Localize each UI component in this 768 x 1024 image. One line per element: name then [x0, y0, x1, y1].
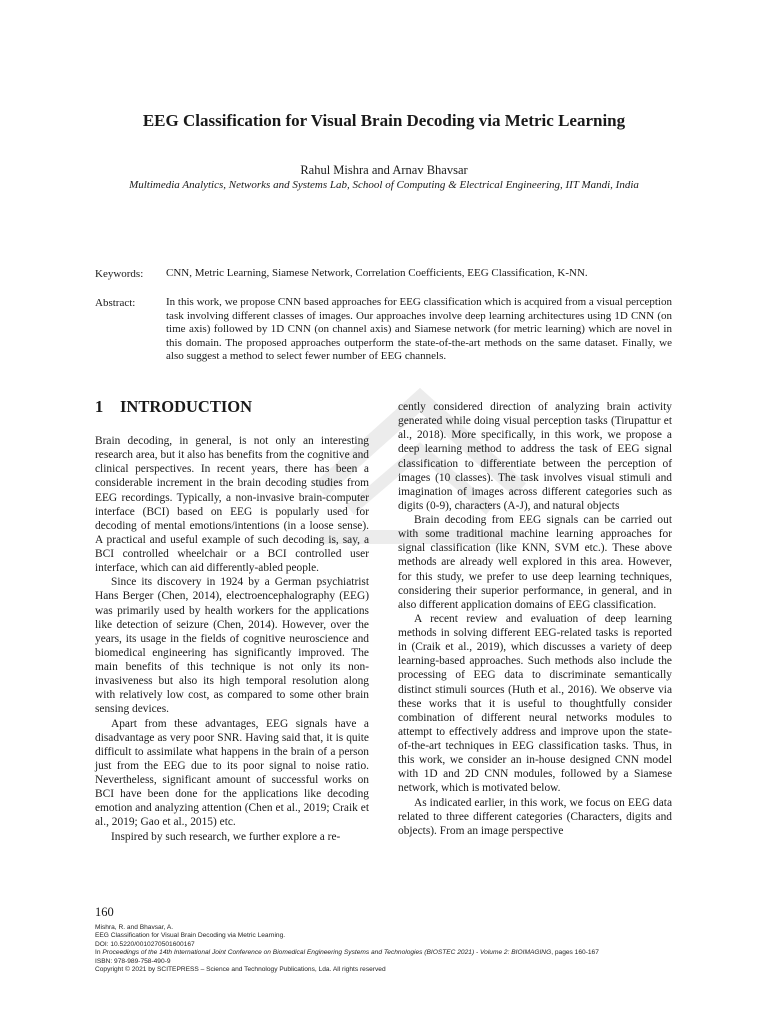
left-column	[95, 434, 369, 844]
section-heading	[95, 396, 252, 418]
paper-title: EEG Classification for Visual Brain Decoding via Metric Learning	[142, 111, 626, 130]
citation-footer	[95, 924, 675, 974]
abstract-text: In this work, we propose CNN based approaches for EEG classification which is acquired from a visual perception task involving different classes of images. Our approaches involve deep learning architectures using 1D CNN (on time axis) followed by 1D CNN (on channel axis) and Siamese network (for metric learning) which are novel in this domain. The proposed approaches outperform the state-of-the-art methods on the same dataset. Finally, we also suggest a method to select fewer number of EEG channels.	[166, 296, 672, 363]
section-number: 1	[95, 397, 104, 416]
paragraph: cently considered direction of analyzing brain activity generated while doing visual perception tasks (Tirupattur et al., 2018). More specifically, in this work, we propose a deep learning method to address the task of EEG signal classification to differentiate between the perception of images (10 classes). The task involves visual stimuli and imagination of images across different categories such as digits (0-9), characters (A-J), and natural objects	[398, 401, 672, 512]
paragraph: As indicated earlier, in this work, we focus on EEG data related to three different categories (Characters, digits and objects). From an image perspective	[398, 796, 672, 837]
paper-authors: Rahul Mishra and Arnav Bhavsar	[300, 163, 468, 177]
citation-proceedings	[95, 949, 675, 957]
paragraph: Brain decoding from EEG signals can be carried out with some traditional machine learning approaches for signal classification (like KNN, SVM etc.). These above methods are already well explored in this area. However, for this study, we prefer to use deep learning techniques, considering their superior performance, in general, and in also different application domains of EEG classification.	[398, 514, 672, 611]
citation-title: EEG Classification for Visual Brain Decoding via Metric Learning.	[95, 932, 286, 940]
citation-isbn: ISBN: 978-989-758-490-9	[95, 957, 171, 965]
keywords-text: CNN, Metric Learning, Siamese Network, Correlation Coefficients, EEG Classification, K-NN.	[166, 267, 588, 279]
citation-copyright: Copyright © 2021 by SCITEPRESS – Science and Technology Publications, Lda. All rights reserved	[95, 966, 386, 974]
page-number: 160	[95, 905, 114, 919]
abstract-label: Abstract:	[95, 297, 136, 309]
paragraph: Brain decoding, in general, is not only an interesting research area, but it also has benefits from the cognitive and clinical perspectives. In recent years, there has been a considerable increment in the brain decoding studies from EEG recordings. Typically, a non-invasive brain-computer interface (BCI) based on EEG is popularly used for decoding of mental emotions/intentions (in a loose sense). A practical and useful example of such decoding is, say, a BCI controlled wheelchair or a BCI controlled user interface, which can aid differently-abled people.	[95, 435, 369, 575]
paper-affiliation: Multimedia Analytics, Networks and Systems Lab, School of Computing & Electrical Engineering, IIT Mandi, India	[129, 179, 639, 191]
citation-doi: DOI: 10.5220/0010270501600167	[95, 940, 195, 948]
proceedings-prefix: In	[95, 949, 103, 957]
keywords-label: Keywords:	[95, 268, 144, 280]
proceedings-pages: , pages 160-167	[551, 949, 599, 957]
paragraph: Inspired by such research, we further explore a re-	[111, 830, 341, 843]
paragraph: A recent review and evaluation of deep learning methods in solving different EEG-related tasks is reported in (Craik et al., 2019), which discusses a variety of deep learning-based approaches. Such methods also include the processing of EEG data to discriminate semantically distinct stimuli sources (Huth et al., 2016). We observe via these works that it is useful to thoughtfully consider combination of different neural networks modules to attempt to effectively address and improve upon the state-of-the-art techniques in EEG classification tasks. Thus, in this work, we consider an in-house designed CNN model with 1D and 2D CNN modules, followed by a Siamese network, which is motivated below.	[398, 612, 672, 795]
paragraph: Since its discovery in 1924 by a German psychiatrist Hans Berger (Chen, 2014), electroencephalography (EEG) was primarily used by health workers for the applications like detection of seizure (Chen, 2014). However, over the years, its usage in the fields of cognitive neuroscience and biomedical engineering has significantly improved. The main benefits of this technique is not only its non-invasiveness but also its high temporal resolution along with relatively low cost, as compared to some other brain sensing devices.	[95, 576, 369, 716]
paragraph: Apart from these advantages, EEG signals have a disadvantage as very poor SNR. Having said that, it is quite difficult to assimilate what happens in the brain of a person just from the EEG due to its poor signal to noise ratio. Nevertheless, significant amount of successful works on BCI have been done for the applications like decoding emotion and analyzing attention (Chen et al., 2019; Craik et al., 2019; Gao et al., 2015) etc.	[95, 717, 369, 829]
proceedings-title: Proceedings of the 14th International Joint Conference on Biomedical Engineering Systems and Technologies (BIOSTEC 2021) - Volume 2: BIOIMAGING	[102, 949, 552, 957]
citation-authors: Mishra, R. and Bhavsar, A.	[95, 924, 174, 931]
right-column	[398, 400, 672, 838]
section-title: INTRODUCTION	[120, 397, 253, 416]
